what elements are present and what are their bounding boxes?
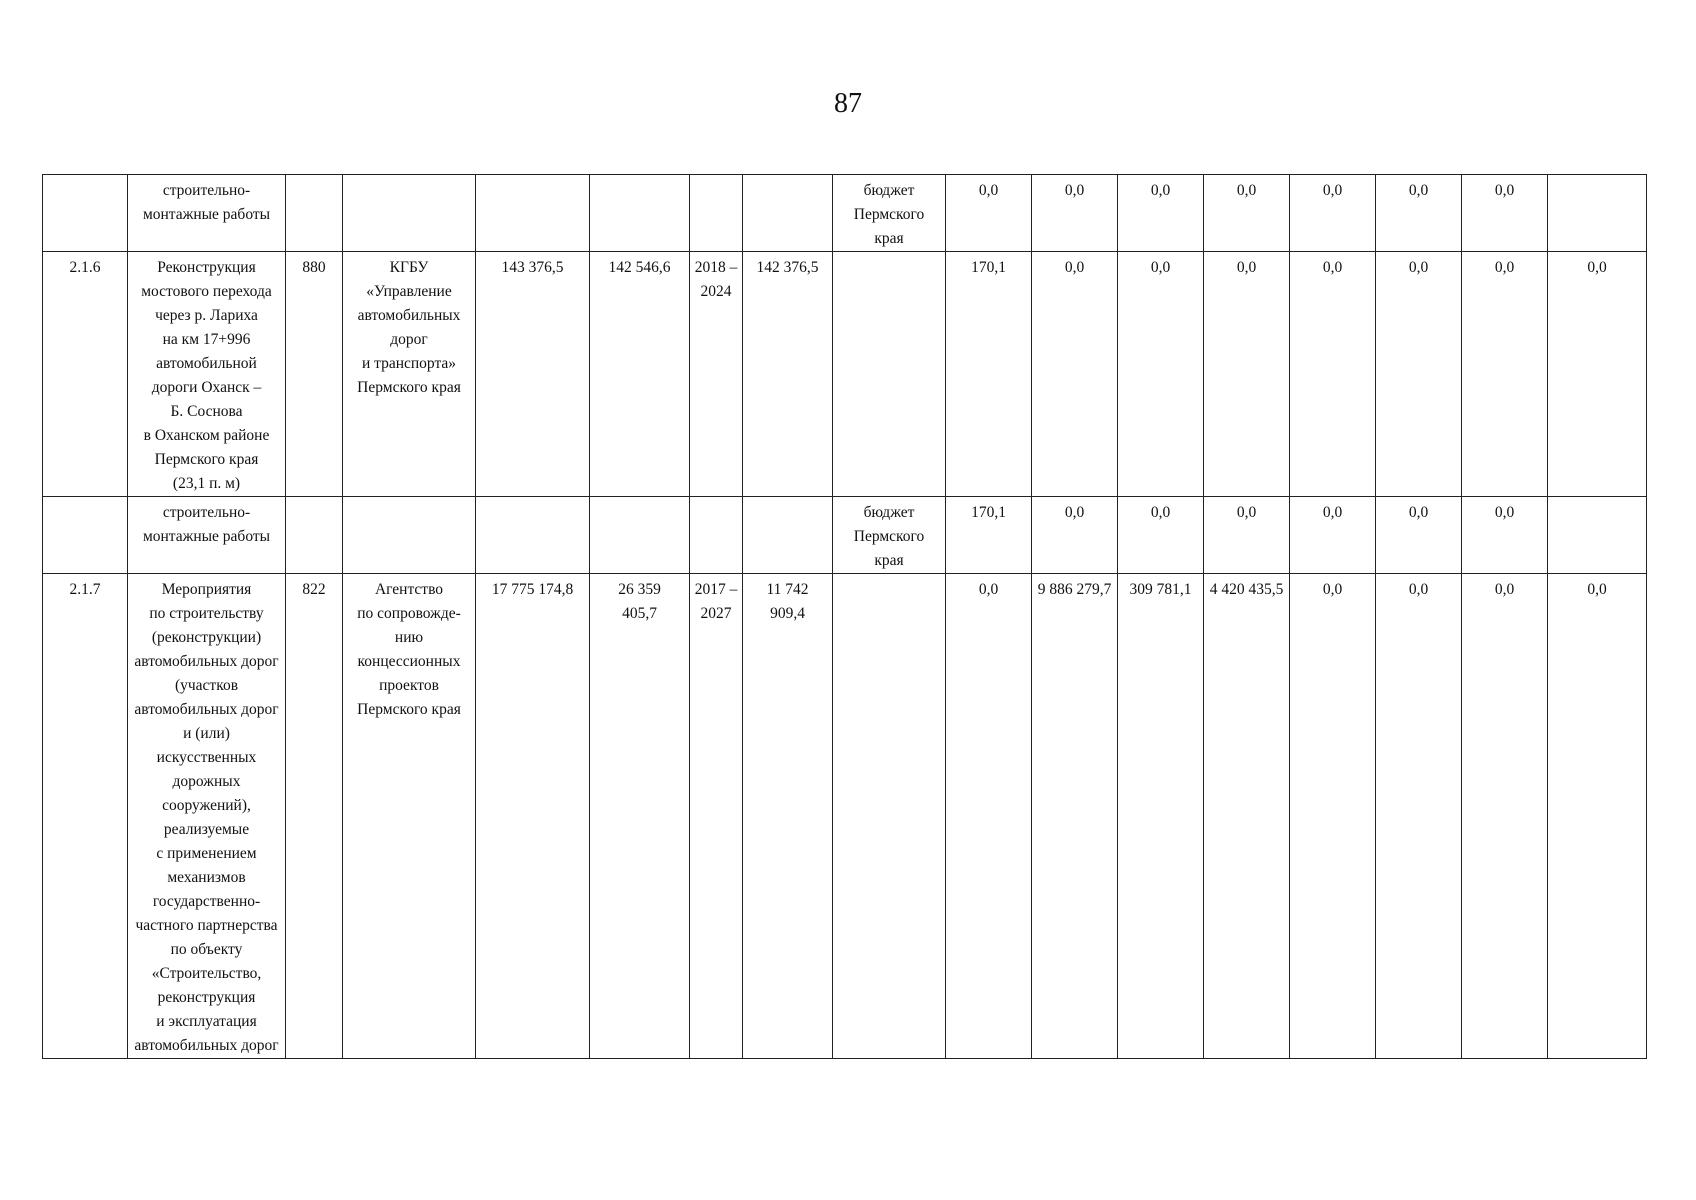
row-value-cell: 0,0 xyxy=(1032,175,1118,252)
row-value-cell: 0,0 xyxy=(1462,574,1548,1059)
row-value-cell: 0,0 xyxy=(1290,497,1376,574)
row-estimate-cost-cell: 142 546,6 xyxy=(590,252,690,497)
row-value-cell: 0,0 xyxy=(1548,574,1647,1059)
row-executor-cell: Агентство по сопровожде- нию концессионных проектов Пермского края xyxy=(343,574,476,1059)
row-remaining-cost-cell xyxy=(743,175,833,252)
row-name-cell: Мероприятия по строительству (реконструкции) автомобильных дорог (участков автомобильных дорог и (или) искусственных дорожных сооружений), реализуемые с применением механизмов государственно- частного партнерства по объекту «Строительство, реконструкция и эксплуатация автомобильных дорог xyxy=(128,574,286,1059)
row-value-cell: 0,0 xyxy=(1462,175,1548,252)
row-value-cell: 0,0 xyxy=(1376,252,1462,497)
row-value-cell xyxy=(1548,497,1647,574)
row-period-cell xyxy=(690,497,743,574)
row-value-cell: 0,0 xyxy=(1204,252,1290,497)
row-value-cell: 170,1 xyxy=(946,252,1032,497)
row-id-cell xyxy=(43,175,128,252)
row-remaining-cost-cell: 11 742 909,4 xyxy=(743,574,833,1059)
row-funding-source-cell: бюджет Пермского края xyxy=(833,497,946,574)
row-funding-source-cell xyxy=(833,252,946,497)
row-executor-cell xyxy=(343,497,476,574)
row-value-cell: 0,0 xyxy=(1118,252,1204,497)
row-value-cell: 0,0 xyxy=(1290,574,1376,1059)
row-value-cell: 0,0 xyxy=(1376,175,1462,252)
row-period-cell: 2017 – 2027 xyxy=(690,574,743,1059)
row-period-cell xyxy=(690,175,743,252)
row-value-cell: 0,0 xyxy=(1462,497,1548,574)
row-value-cell: 0,0 xyxy=(1118,497,1204,574)
budget-table xyxy=(42,174,1647,1059)
row-executor-cell: КГБУ «Управление автомобильных дорог и транспорта» Пермского края xyxy=(343,252,476,497)
row-executor-cell xyxy=(343,175,476,252)
row-remaining-cost-cell xyxy=(743,497,833,574)
row-code-cell: 880 xyxy=(286,252,343,497)
row-period-cell: 2018 – 2024 xyxy=(690,252,743,497)
row-name-cell: строительно- монтажные работы xyxy=(128,175,286,252)
row-value-cell: 0,0 xyxy=(1290,252,1376,497)
row-funding-source-cell xyxy=(833,574,946,1059)
row-total-cost-cell: 17 775 174,8 xyxy=(476,574,590,1059)
row-value-cell: 0,0 xyxy=(1118,175,1204,252)
row-code-cell xyxy=(286,497,343,574)
row-total-cost-cell xyxy=(476,497,590,574)
row-total-cost-cell xyxy=(476,175,590,252)
row-remaining-cost-cell: 142 376,5 xyxy=(743,252,833,497)
table-row xyxy=(43,497,1647,574)
row-estimate-cost-cell xyxy=(590,497,690,574)
row-value-cell: 170,1 xyxy=(946,497,1032,574)
table-row xyxy=(43,574,1647,1059)
row-id-cell: 2.1.7 xyxy=(43,574,128,1059)
row-name-cell: строительно- монтажные работы xyxy=(128,497,286,574)
row-value-cell: 309 781,1 xyxy=(1118,574,1204,1059)
row-value-cell: 0,0 xyxy=(1548,252,1647,497)
row-value-cell: 0,0 xyxy=(946,175,1032,252)
row-value-cell: 0,0 xyxy=(1204,497,1290,574)
table-row xyxy=(43,175,1647,252)
row-value-cell: 0,0 xyxy=(1204,175,1290,252)
row-code-cell xyxy=(286,175,343,252)
row-value-cell: 0,0 xyxy=(1032,252,1118,497)
row-value-cell: 0,0 xyxy=(1462,252,1548,497)
row-value-cell: 4 420 435,5 xyxy=(1204,574,1290,1059)
page-number: 87 xyxy=(834,88,862,119)
row-name-cell: Реконструкция мостового перехода через р. Лариха на км 17+996 автомобильной дороги Оханск – Б. Соснова в Оханском районе Пермского края (23,1 п. м) xyxy=(128,252,286,497)
row-id-cell xyxy=(43,497,128,574)
row-value-cell: 0,0 xyxy=(1376,497,1462,574)
row-code-cell: 822 xyxy=(286,574,343,1059)
table-row xyxy=(43,252,1647,497)
row-value-cell: 0,0 xyxy=(946,574,1032,1059)
row-value-cell xyxy=(1548,175,1647,252)
row-value-cell: 0,0 xyxy=(1032,497,1118,574)
row-total-cost-cell: 143 376,5 xyxy=(476,252,590,497)
row-estimate-cost-cell: 26 359 405,7 xyxy=(590,574,690,1059)
row-value-cell: 0,0 xyxy=(1290,175,1376,252)
row-id-cell: 2.1.6 xyxy=(43,252,128,497)
row-value-cell: 0,0 xyxy=(1376,574,1462,1059)
row-funding-source-cell: бюджет Пермского края xyxy=(833,175,946,252)
row-value-cell: 9 886 279,7 xyxy=(1032,574,1118,1059)
row-estimate-cost-cell xyxy=(590,175,690,252)
